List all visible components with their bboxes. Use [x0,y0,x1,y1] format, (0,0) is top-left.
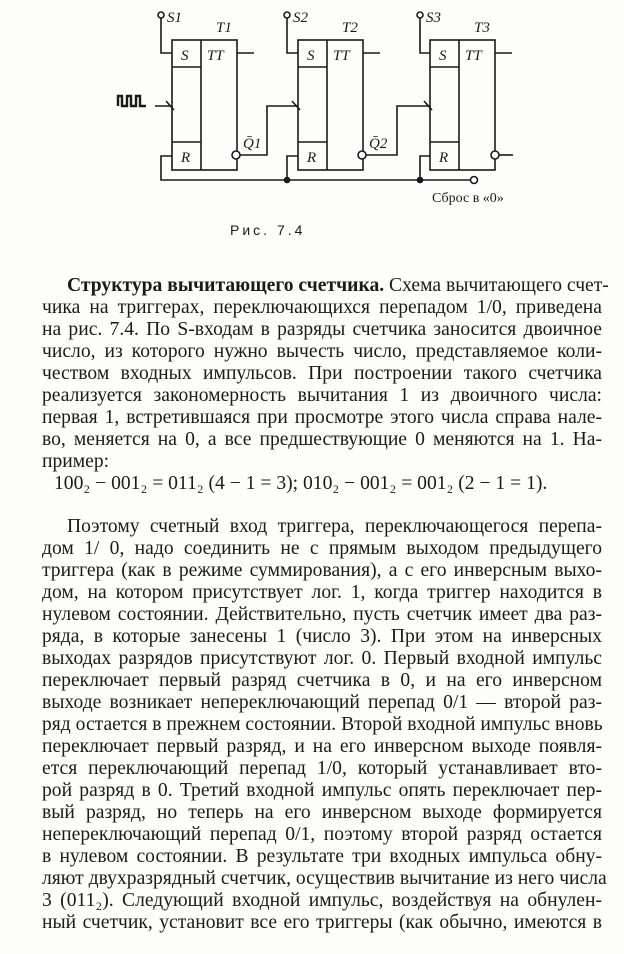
text-line: число, из которого нужно вычесть число, представляемое коли- [42,341,602,362]
text-line: нулевом состоянии. Действительно, пусть счетчик имеет два раз- [42,604,602,625]
formula: 100₂ − 001₂ = 011₂ (4 − 1 = 3); 010₂ − 001₂ = 001₂ (2 − 1 = 1). [54,473,548,494]
text-line: рой разряд в 0. Третий входной импульс опять переключает пер- [42,780,602,801]
text-line: триггера (как в режиме суммирования), а с его инверсным выхо- [42,560,602,581]
cell-s: S [307,48,315,64]
counter-circuit-diagram [0,0,624,215]
cell-r: R [439,150,449,166]
paragraph-2 [42,516,607,934]
text-line: Поэтому счетный вход триггера, переключающегося перепа- [67,516,602,537]
text-line: чеством входных импульсов. При построении такого счетчика [42,363,602,384]
input-label-s2: S2 [293,10,308,26]
trigger-label-t3: T3 [474,20,490,36]
cell-s: S [439,48,447,64]
text-line: ряд остается в прежнем состоянии. Второй входной импульс вновь [42,714,603,735]
cell-tt: TT [465,48,482,64]
paragraph-first-line [42,275,609,297]
text-line: ляют двухразрядный счетчик, осуществив вычитание из него числа [42,868,607,889]
text-line: пример: [42,451,110,472]
paragraph-1 [42,275,609,495]
cell-tt: TT [333,48,350,64]
input-label-s3: S3 [426,10,441,26]
inverse-output-connections [232,101,432,159]
pulse-input [118,96,174,110]
text-line: дом, на котором присутствует лог. 1, когда триггер находится в [42,582,602,603]
text-line: непереключающий перепад 0/1, поэтому второй разряд остается [42,824,602,845]
text-line: выходе возникает непереключающий перепад 0/1 — второй раз- [42,692,602,713]
text-line: переключает первый разряд счетчика в 0, и на его инверсном [42,670,602,691]
text-line: вый разряд, но теперь на его инверсном выходе формируется [42,802,602,823]
reset-label: Сброс в «0» [432,191,504,206]
text-line: ный счетчик, установит все его триггеры (как обычно, имеются в [42,912,602,933]
figure-caption: Рис. 7.4 [230,222,306,238]
text-line: дом 1/ 0, надо соединить не с прямым выходом предыдущего [42,538,602,559]
text-line: чика на триггерах, переключающихся перепадом 1/0, приведена [42,297,602,318]
cell-r: R [307,150,317,166]
cell-s: S [181,48,189,64]
output-label-q1: Q̄1 [243,136,262,152]
text-line: переключает первый разряд, и на его инверсном выходе появля- [42,736,602,757]
text-line: первая 1, встретившаяся при просмотре этого числа справа нале- [42,407,602,428]
cell-r: R [181,150,191,166]
section-heading: Структура вычитающего счетчика. [67,275,385,296]
text-line: в нулевом состоянии. В результате три входных импульса обну- [42,846,602,867]
input-label-s1: S1 [167,10,182,26]
trigger-label-t2: T2 [342,20,358,36]
text-line: выходах разрядов присутствуют лог. 0. Первый входной импульс [42,648,602,669]
text-line: ряда, в которые занесены 1 (число 3). При этом на инверсных [42,626,602,647]
text-line: реализуется закономерность вычитания 1 из двоичного числа: [42,385,602,406]
cell-tt: TT [207,48,224,64]
output-label-q2: Q̄2 [369,136,388,152]
text-line: 3 (011₂). Следующий входной импульс, воздействуя на обнулен- [42,890,602,911]
trigger-label-t1: T1 [216,20,232,36]
text-line: во, меняется на 0, а все предшествующие 0 меняются на 1. На- [42,429,602,450]
text-line: ется переключающий перепад 1/0, который устанавливает вто- [42,758,602,779]
text-run: Схема вычитающего счет- [384,275,609,296]
text-line: на рис. 7.4. По S-входам в разряды счетчика заносится двоичное [42,319,602,340]
